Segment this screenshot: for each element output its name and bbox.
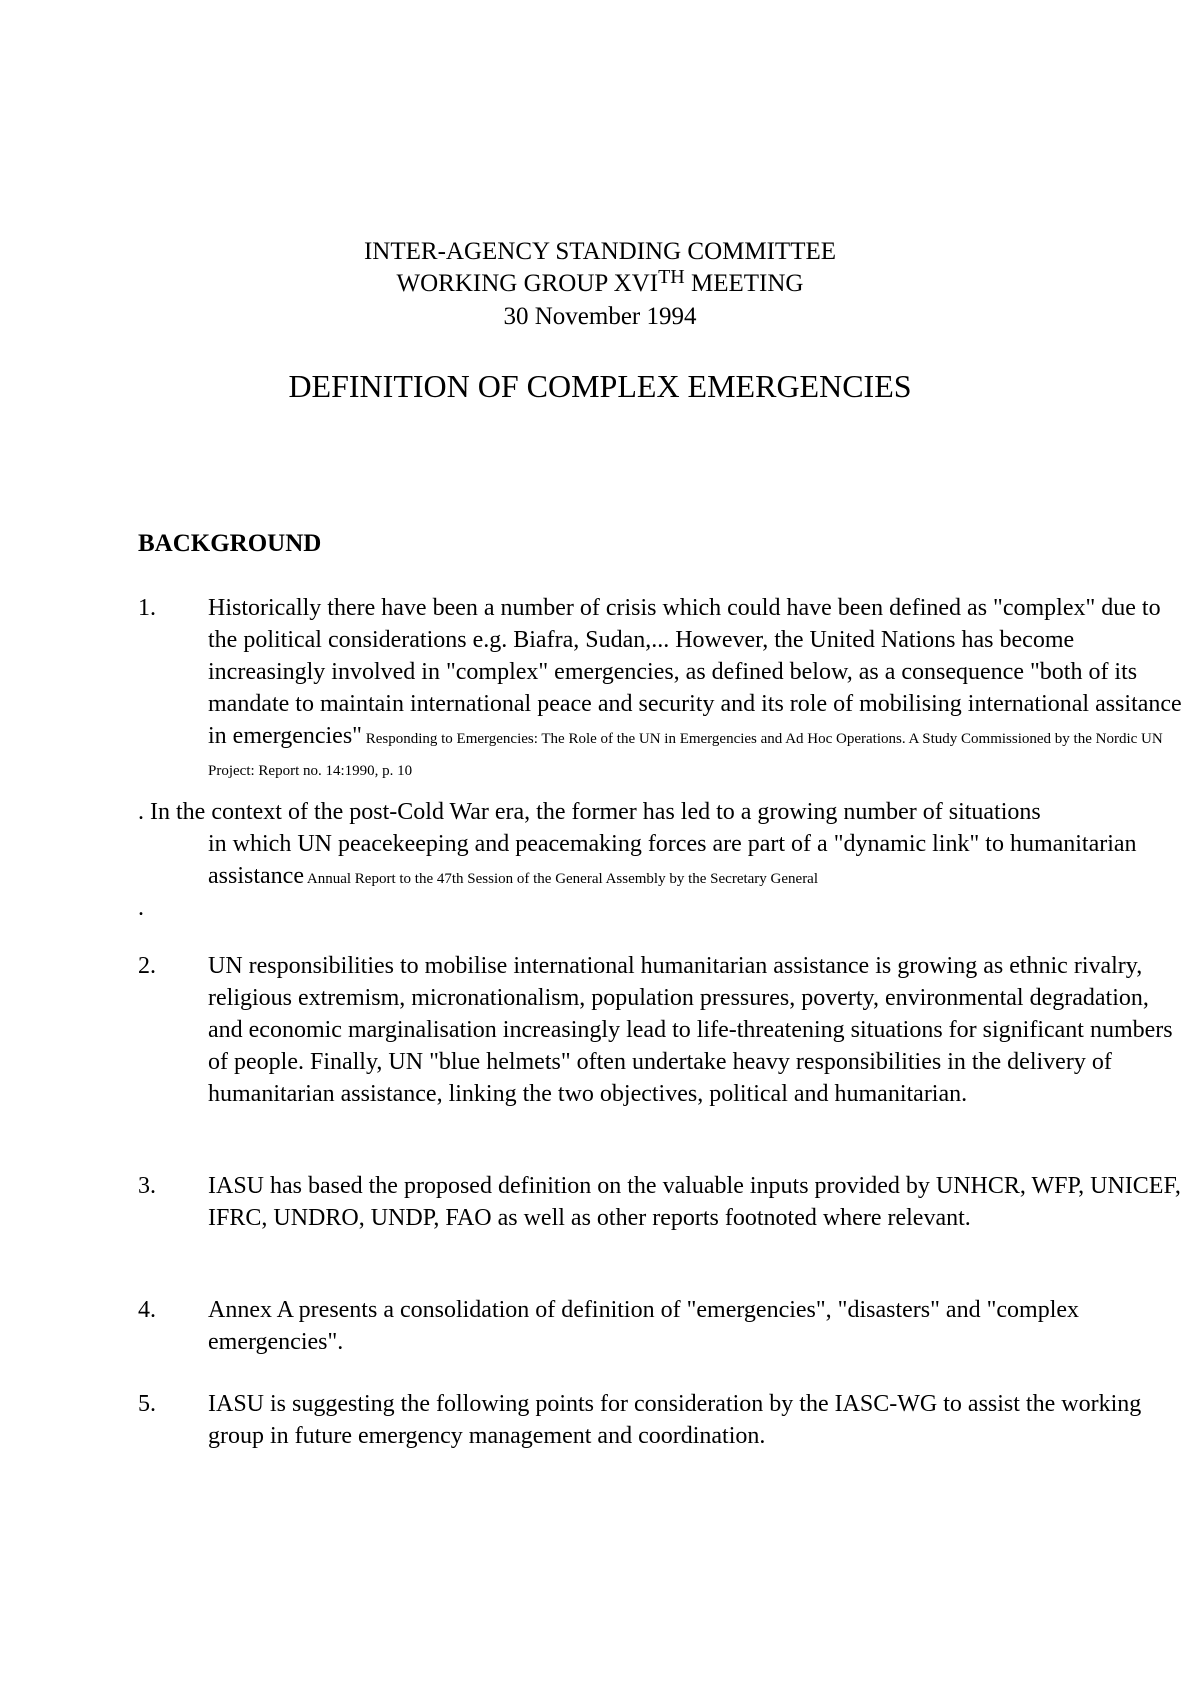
meeting-name [0,268,1200,301]
committee-name: INTER-AGENCY STANDING COMMITTEE [363,238,837,265]
paragraph-text: IASU is suggesting the following points for consideration by the IASC-WG to assist the working group in future emergency management and coordination. [208,1391,1142,1449]
paragraph-3 [138,1170,1188,1234]
paragraph-text: UN responsibilities to mobilise international humanitarian assistance is growing as ethnic rivalry, religious extremism, micronationalism, population pressures, poverty, environmental degradation, and economic marginalisation increasingly lead to life-threatening situations for significant numbers of people. Finally, UN "blue helmets" often undertake heavy responsibilities in the delivery of humanitarian assistance, linking the two objectives, political and humanitarian. [208,953,1173,1107]
meeting-name-prefix: WORKING GROUP XVI [396,270,659,297]
paragraph-number: 3. [138,1173,156,1199]
paragraph-text [208,592,1188,784]
paragraph-number: 2. [138,953,156,979]
paragraph-text: IASU has based the proposed definition on the valuable inputs provided by UNHCR, WFP, UNICEF, IFRC, UNDRO, UNDP, FAO as well as other reports footnoted where relevant. [208,1173,1181,1231]
meeting-name-suffix: MEETING [684,270,804,297]
footnote-reference: Annual Report to the 47th Session of the General Assembly by the Secretary General [303,871,819,887]
document-header [0,236,1200,333]
section-heading-background: BACKGROUND [138,530,322,557]
paragraph-body: Historically there have been a number of crisis which could have been defined as "complex" due to the political considerations e.g. Biafra, Sudan,... However, the United Nations has become increasingly involved in "complex" emergencies, as defined below, as a consequence "both of its mandate to maintain international peace and security and its role of mobilising international assitance in emergencies" [208,595,1182,749]
paragraph-1 [138,592,1188,784]
paragraph-4 [138,1294,1188,1358]
paragraph-text [208,828,1188,892]
trailing-period: . [138,895,144,921]
paragraph-number: 4. [138,1297,156,1323]
meeting-date: 30 November 1994 [503,303,697,330]
paragraph-1-continuation [138,796,1188,892]
paragraph-text: Annex A presents a consolidation of definition of "emergencies", "disasters" and "complex emergencies". [208,1297,1080,1355]
paragraph-lead-line: . In the context of the post-Cold War era, the former has led to a growing number of situations [138,799,1041,825]
paragraph-2 [138,950,1188,1110]
document-title: DEFINITION OF COMPLEX EMERGENCIES [288,368,912,404]
paragraph-5 [138,1388,1188,1452]
footnote-reference: Responding to Emergencies: The Role of the UN in Emergencies and Ad Hoc Operations. A Study Commissioned by the Nordic UN Project: Report no. 14:1990, p. 10 [208,731,1163,779]
paragraph-number: 5. [138,1391,156,1417]
paragraph-body: in which UN peacekeeping and peacemaking forces are part of a "dynamic link" to humanitarian assistance [208,831,1137,889]
meeting-ordinal-suffix: TH [658,266,685,288]
paragraph-number: 1. [138,595,156,621]
